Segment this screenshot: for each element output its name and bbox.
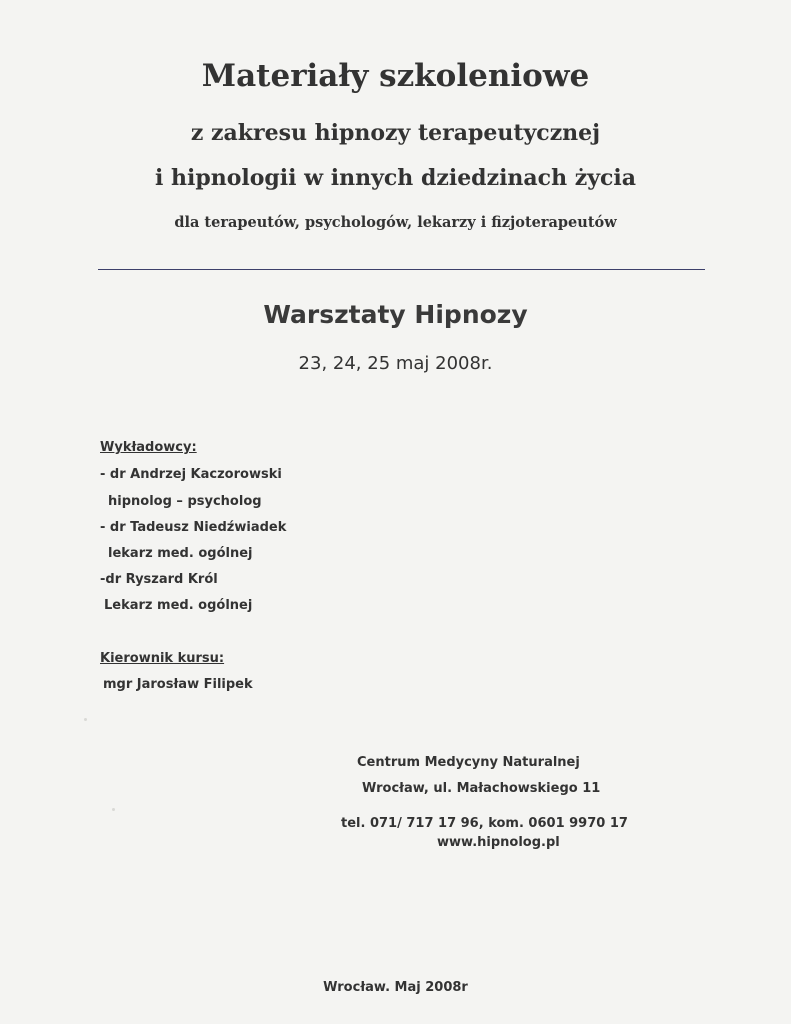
contact-address: Wrocław, ul. Małachowskiego 11 bbox=[362, 781, 601, 796]
lecturer-line: lekarz med. ogólnej bbox=[108, 546, 253, 561]
footer-place-date: Wrocław. Maj 2008r bbox=[323, 980, 468, 995]
scan-speck bbox=[84, 718, 87, 721]
subtitle-line-2: i hipnologii w innych dziedzinach życia bbox=[154, 165, 637, 191]
lecturer-line: Lekarz med. ogólnej bbox=[104, 598, 253, 613]
document-title: Materiały szkoleniowe bbox=[201, 58, 590, 94]
contact-website: www.hipnolog.pl bbox=[437, 835, 560, 850]
course-manager-heading: Kierownik kursu: bbox=[100, 651, 225, 666]
lecturer-line: - dr Tadeusz Niedźwiadek bbox=[100, 520, 287, 535]
contact-org: Centrum Medycyny Naturalnej bbox=[357, 755, 580, 770]
course-manager-name: mgr Jarosław Filipek bbox=[103, 677, 253, 692]
contact-phone: tel. 071/ 717 17 96, kom. 0601 9970 17 bbox=[341, 816, 628, 831]
horizontal-divider bbox=[98, 269, 705, 270]
lecturer-line: -dr Ryszard Król bbox=[100, 572, 218, 587]
scan-speck bbox=[112, 808, 115, 811]
subtitle-line-1: z zakresu hipnozy terapeutycznej bbox=[190, 120, 601, 146]
workshop-name: Warsztaty Hipnozy bbox=[263, 300, 528, 329]
lecturer-line: hipnolog – psycholog bbox=[108, 494, 262, 509]
lecturers-heading: Wykładowcy: bbox=[100, 440, 197, 455]
workshop-dates: 23, 24, 25 maj 2008r. bbox=[298, 353, 493, 374]
audience-line: dla terapeutów, psychologów, lekarzy i fizjoterapeutów bbox=[174, 214, 617, 231]
lecturer-line: - dr Andrzej Kaczorowski bbox=[100, 467, 282, 482]
